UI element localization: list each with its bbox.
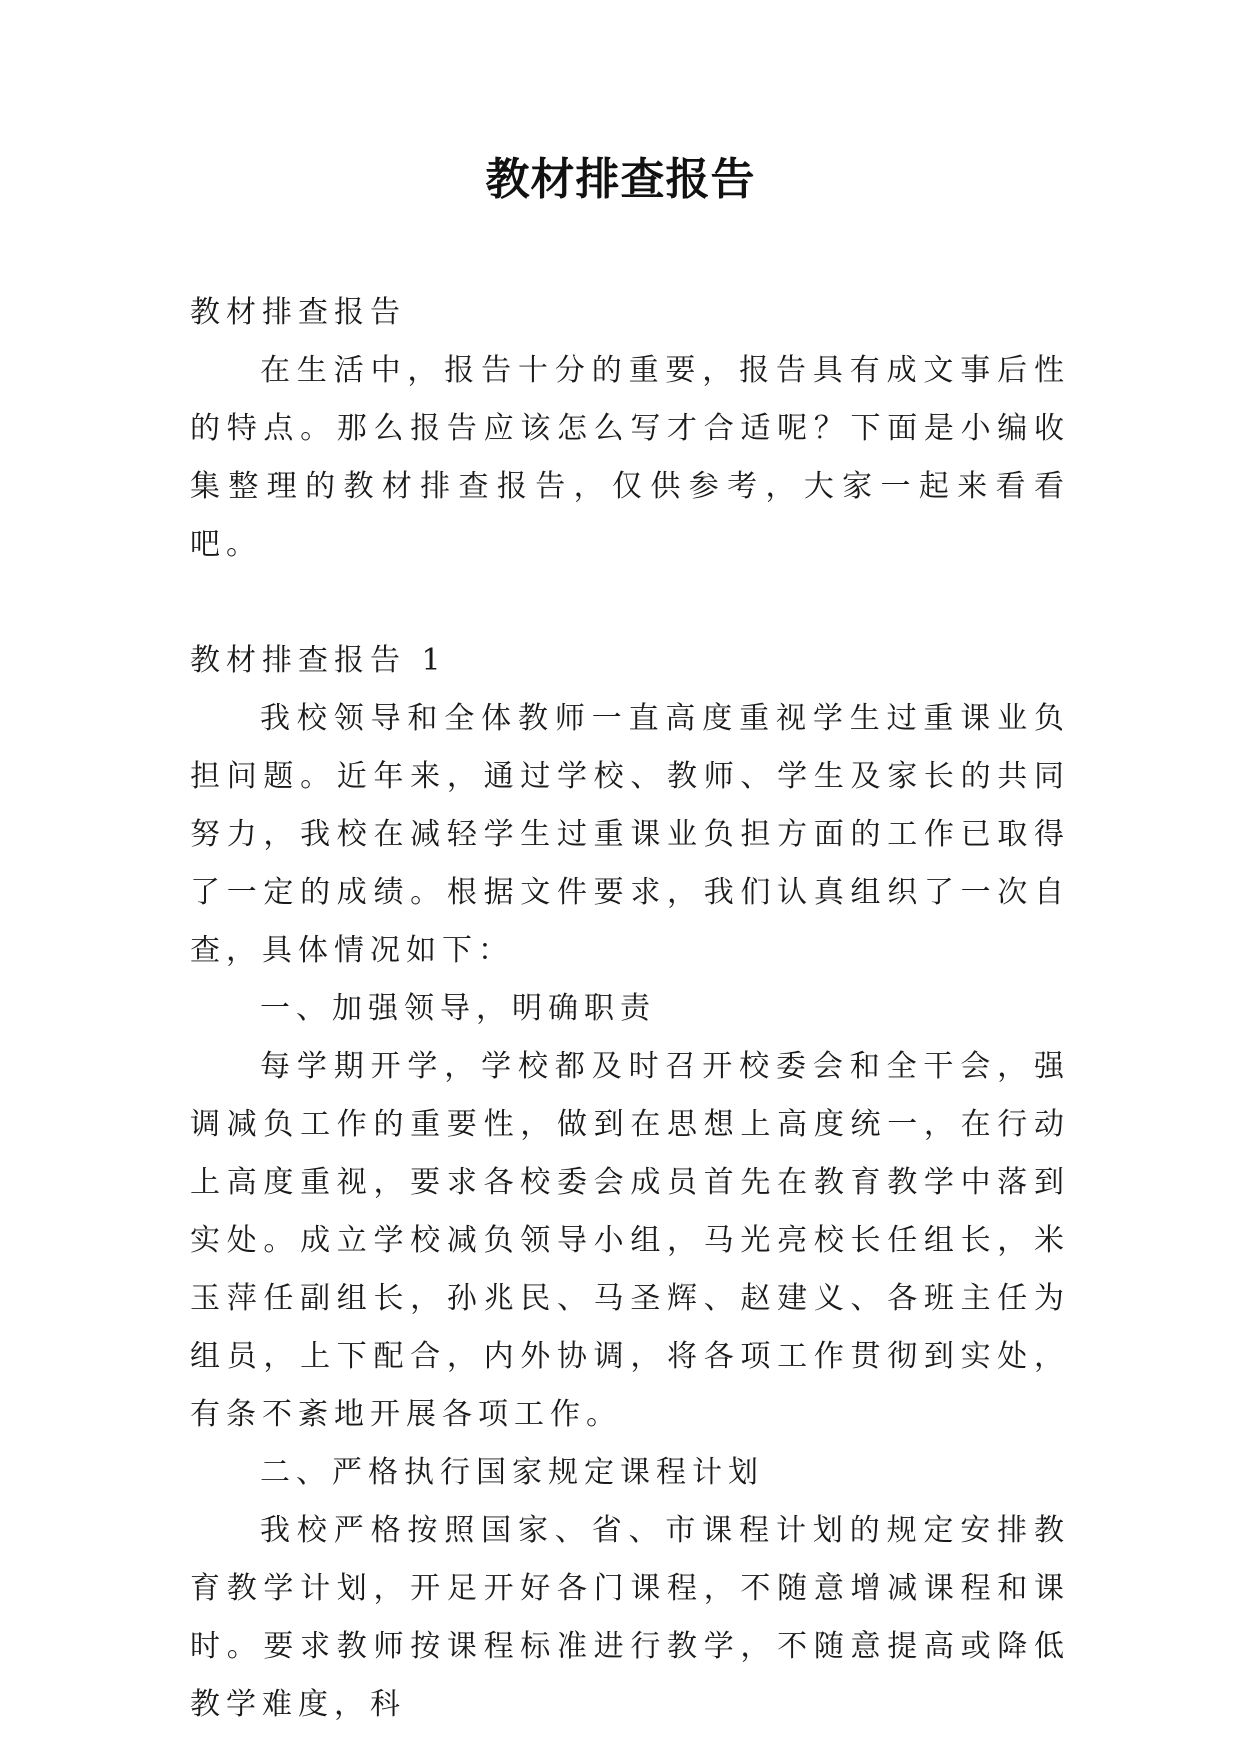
document-title: 教材排查报告 bbox=[485, 154, 756, 205]
section-2-heading: 二、严格执行国家规定课程计划 bbox=[260, 1455, 764, 1490]
section-1-heading: 一、加强领导，明确职责 bbox=[260, 991, 656, 1026]
document-body bbox=[190, 284, 1070, 1734]
section-2-paragraph: 我校严格按照国家、省、市课程计划的规定安排教育教学计划，开足开好各门课程，不随意增减课程和课时。要求教师按课程标准进行教学，不随意提高或降低教学难度，科 bbox=[190, 1513, 1070, 1722]
section-1-paragraph: 每学期开学，学校都及时召开校委会和全干会，强调减负工作的重要性，做到在思想上高度统一，在行动上高度重视，要求各校委会成员首先在教育教学中落到实处。成立学校减负领导小组，马光亮校长任组长，米玉萍任副组长，孙兆民、马圣辉、赵建义、各班主任为组员，上下配合，内外协调，将各项工作贯彻到实处，有条不紊地开展各项工作。 bbox=[190, 1049, 1070, 1432]
report-1-heading: 教材排查报告 1 bbox=[190, 643, 447, 678]
report-1-paragraph: 我校领导和全体教师一直高度重视学生过重课业负担问题。近年来，通过学校、教师、学生及家长的共同努力，我校在减轻学生过重课业负担方面的工作已取得了一定的成绩。根据文件要求，我们认真组织了一次自查，具体情况如下： bbox=[190, 701, 1070, 968]
subtitle-heading: 教材排查报告 bbox=[190, 295, 406, 330]
spacer bbox=[190, 574, 1070, 632]
intro-paragraph: 在生活中，报告十分的重要，报告具有成文事后性的特点。那么报告应该怎么写才合适呢？下面是小编收集整理的教材排查报告，仅供参考，大家一起来看看吧。 bbox=[190, 353, 1070, 562]
